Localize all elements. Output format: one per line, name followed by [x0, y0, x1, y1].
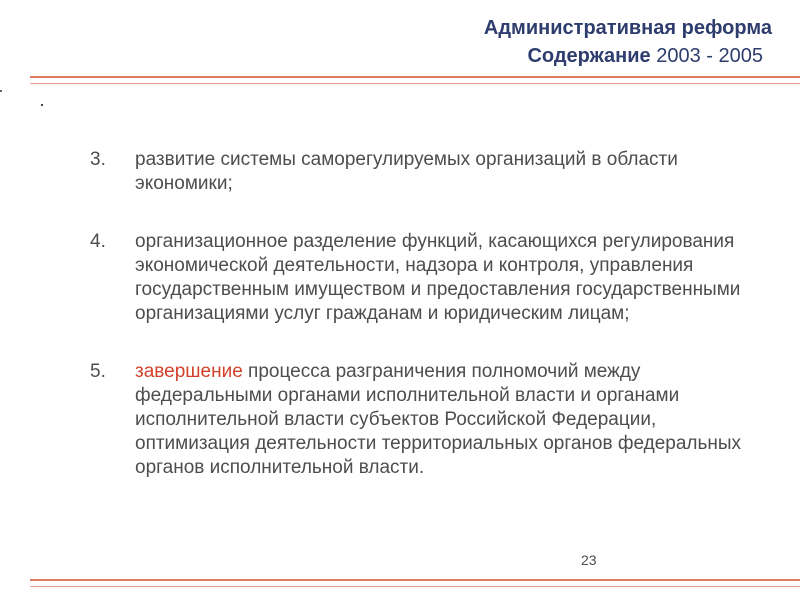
slide-subtitle	[527, 45, 763, 68]
list-item-text: организационное разделение функций, касающихся регулирования экономической деятельности, надзора и контроля, управления государственным имуществом и предоставления государственными организациями услуг гражданам и юридическим лицам;	[135, 231, 741, 324]
list-item-number: 3.	[90, 149, 106, 170]
list-item-text: развитие системы саморегулируемых организаций в области экономики;	[135, 149, 678, 194]
highlighted-word: завершение	[135, 361, 243, 382]
list-item	[90, 230, 750, 326]
numbered-list	[90, 148, 750, 514]
list-item-text: процесса разграничения полномочий между федеральными органами исполнительной власти и органами исполнительной власти субъектов Российской Федерации, оптимизация деятельности территориальных органов федеральных органов исполнительной власти.	[135, 361, 742, 478]
list-item-number: 5.	[90, 361, 106, 382]
decorative-dot	[41, 104, 43, 106]
top-divider-thick	[30, 76, 800, 78]
subtitle-bold: Содержание	[527, 45, 651, 67]
bottom-divider-thick	[30, 579, 800, 581]
slide-title: Административная реформа	[483, 17, 772, 39]
list-item	[90, 148, 750, 196]
decorative-dot	[0, 90, 2, 92]
list-item-number: 4.	[90, 231, 106, 252]
bottom-divider-thin	[30, 586, 800, 587]
top-divider-thin	[30, 83, 800, 84]
subtitle-years: 2003 - 2005	[650, 45, 763, 67]
list-item	[90, 360, 750, 480]
page-number: 23	[581, 552, 597, 568]
list-item-text-wrapper	[135, 360, 750, 480]
